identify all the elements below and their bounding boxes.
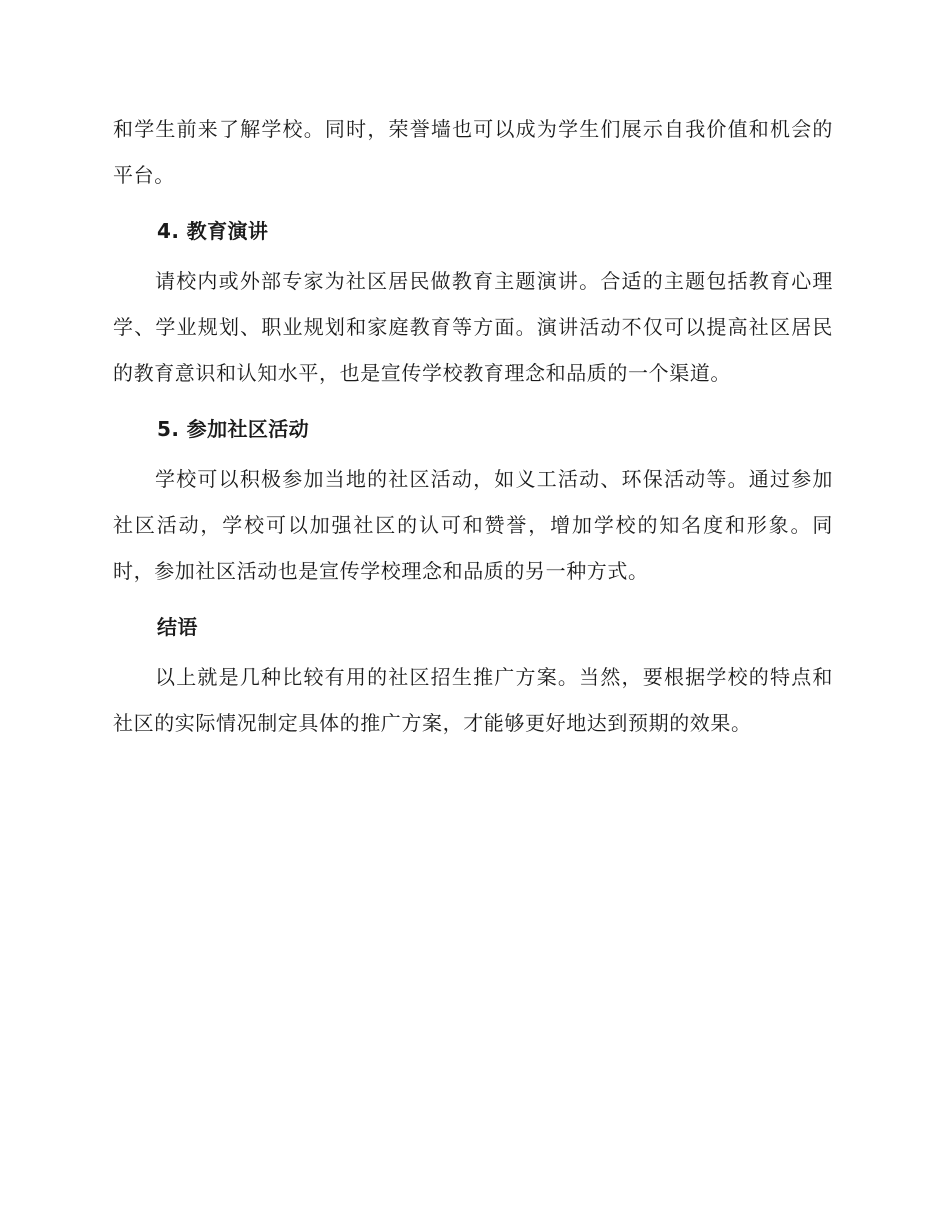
paragraph-community-activities: 学校可以积极参加当地的社区活动，如义工活动、环保活动等。通过参加社区活动，学校可以加强社区的认可和赞誉，增加学校的知名度和形象。同时，参加社区活动也是宣传学校理念和品质的另一种方式。	[113, 467, 833, 583]
paragraph-honor-wall-continued: 和学生前来了解学校。同时，荣誉墙也可以成为学生们展示自我价值和机会的平台。	[113, 117, 833, 187]
paragraph-education-lecture: 请校内或外部专家为社区居民做教育主题演讲。合适的主题包括教育心理学、学业规划、职业规划和家庭教育等方面。演讲活动不仅可以提高社区居民的教育意识和认知水平，也是宣传学校教育理念和品质的一个渠道。	[113, 269, 833, 385]
paragraph-conclusion: 以上就是几种比较有用的社区招生推广方案。当然，要根据学校的特点和社区的实际情况制定具体的推广方案，才能够更好地达到预期的效果。	[113, 665, 833, 735]
section-heading-conclusion: 结语	[157, 615, 198, 639]
section-heading-community-activities: 5. 参加社区活动	[157, 417, 310, 441]
section-heading-education-lecture: 4. 教育演讲	[157, 219, 269, 243]
document-page	[113, 106, 833, 746]
